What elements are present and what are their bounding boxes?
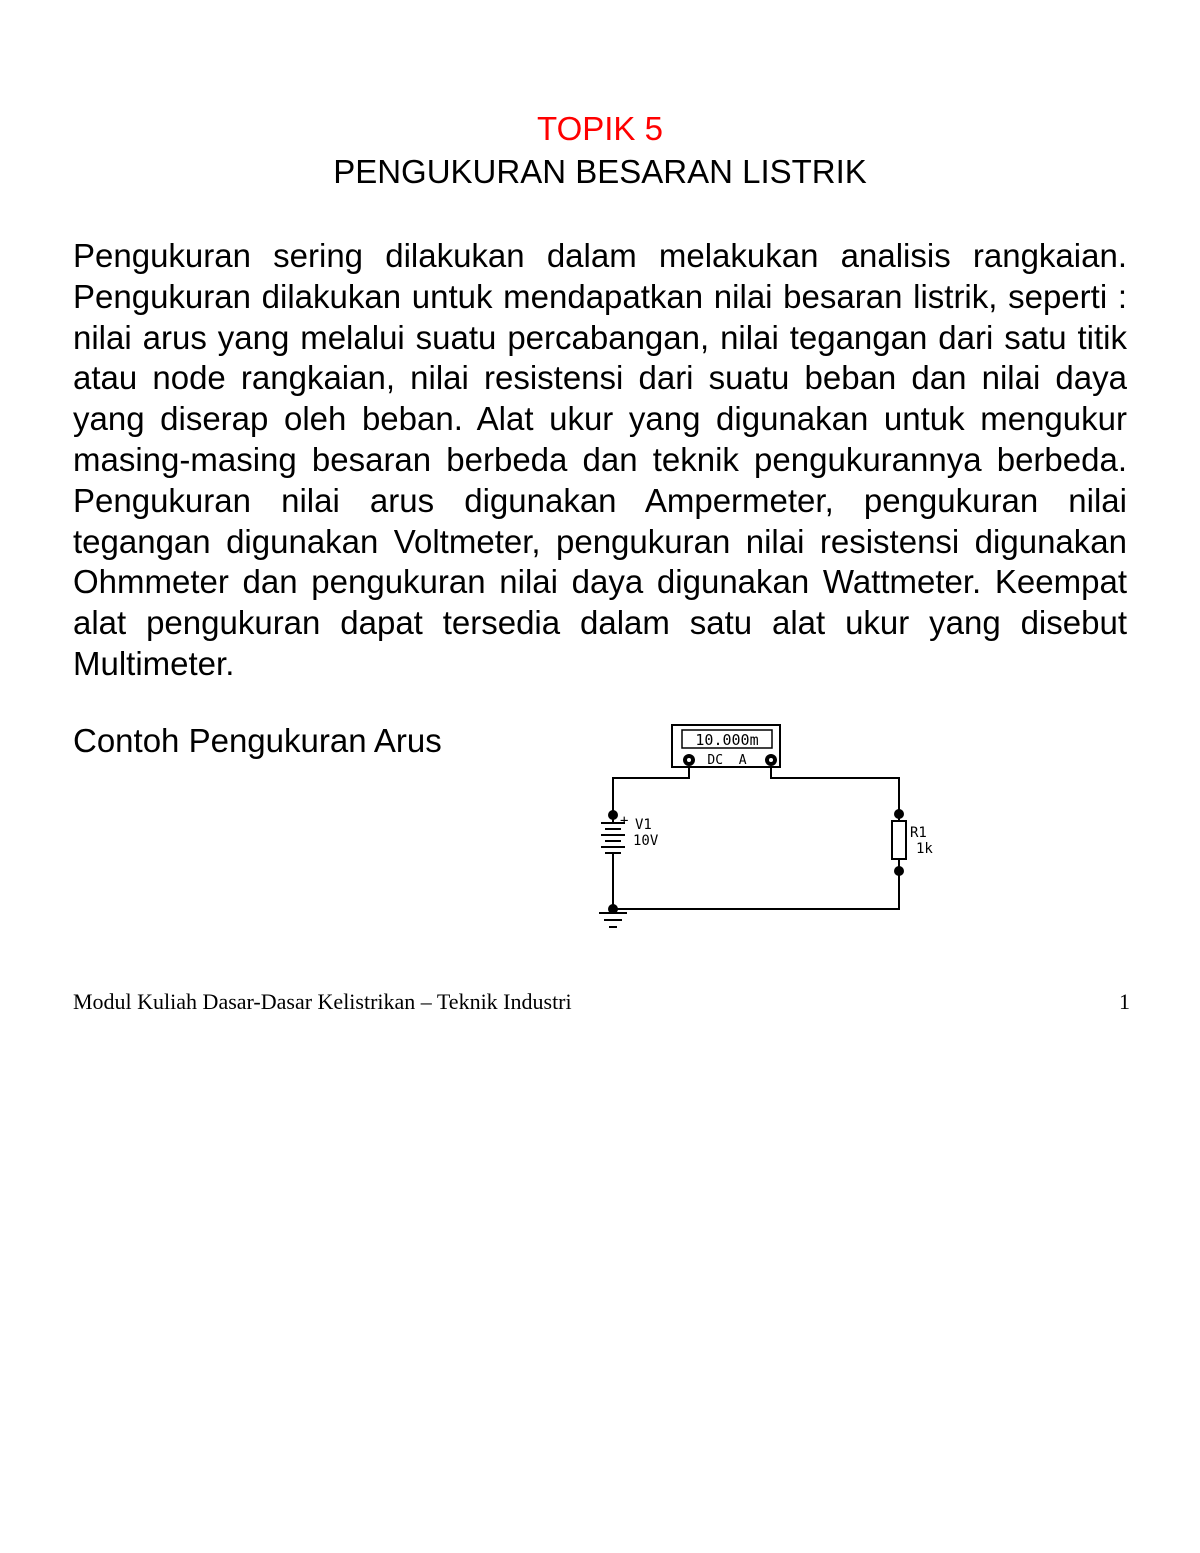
footer-text: Modul Kuliah Dasar-Dasar Kelistrikan – Teknik Industri bbox=[73, 989, 572, 1014]
page-number: 1 bbox=[1119, 989, 1130, 1014]
source-polarity: + bbox=[620, 813, 629, 829]
ammeter-reading: 10.000m bbox=[695, 731, 759, 749]
ammeter-mode: DC A bbox=[707, 753, 747, 768]
source-name: V1 bbox=[635, 817, 652, 833]
topic-label: TOPIK 5 bbox=[537, 110, 663, 147]
current-measurement-circuit bbox=[585, 715, 945, 940]
ammeter bbox=[672, 725, 780, 768]
resistor bbox=[892, 809, 906, 876]
ground-icon bbox=[599, 904, 627, 927]
body-paragraph: Pengukuran sering dilakukan dalam melakukan analisis rangkaian. Pengukuran dilakukan untuk mendapatkan nilai besaran listrik, seperti : nilai arus yang melalui suatu percabangan, nilai tegangan dari satu titik atau node rangkaian, nilai resistensi dari suatu beban dan nilai daya yang diserap oleh beban. Alat ukur yang digunakan untuk mengukur masing-masing besaran berbeda dan teknik pengukurannya berbeda. Pengukuran nilai arus digunakan Ampermeter, pengukuran nilai tegangan digunakan Voltmeter, pengukuran nilai resistensi digunakan Ohmmeter dan pengukuran nilai daya digunakan Wattmeter. Keempat alat pengukuran dapat tersedia dalam satu alat ukur yang disebut Multimeter. bbox=[73, 237, 1127, 682]
resistor-name: R1 bbox=[910, 825, 927, 841]
example-heading: Contoh Pengukuran Arus bbox=[73, 722, 442, 759]
page-title: PENGUKURAN BESARAN LISTRIK bbox=[333, 153, 867, 190]
resistor-value: 1k bbox=[916, 841, 933, 857]
source-value: 10V bbox=[633, 833, 659, 849]
